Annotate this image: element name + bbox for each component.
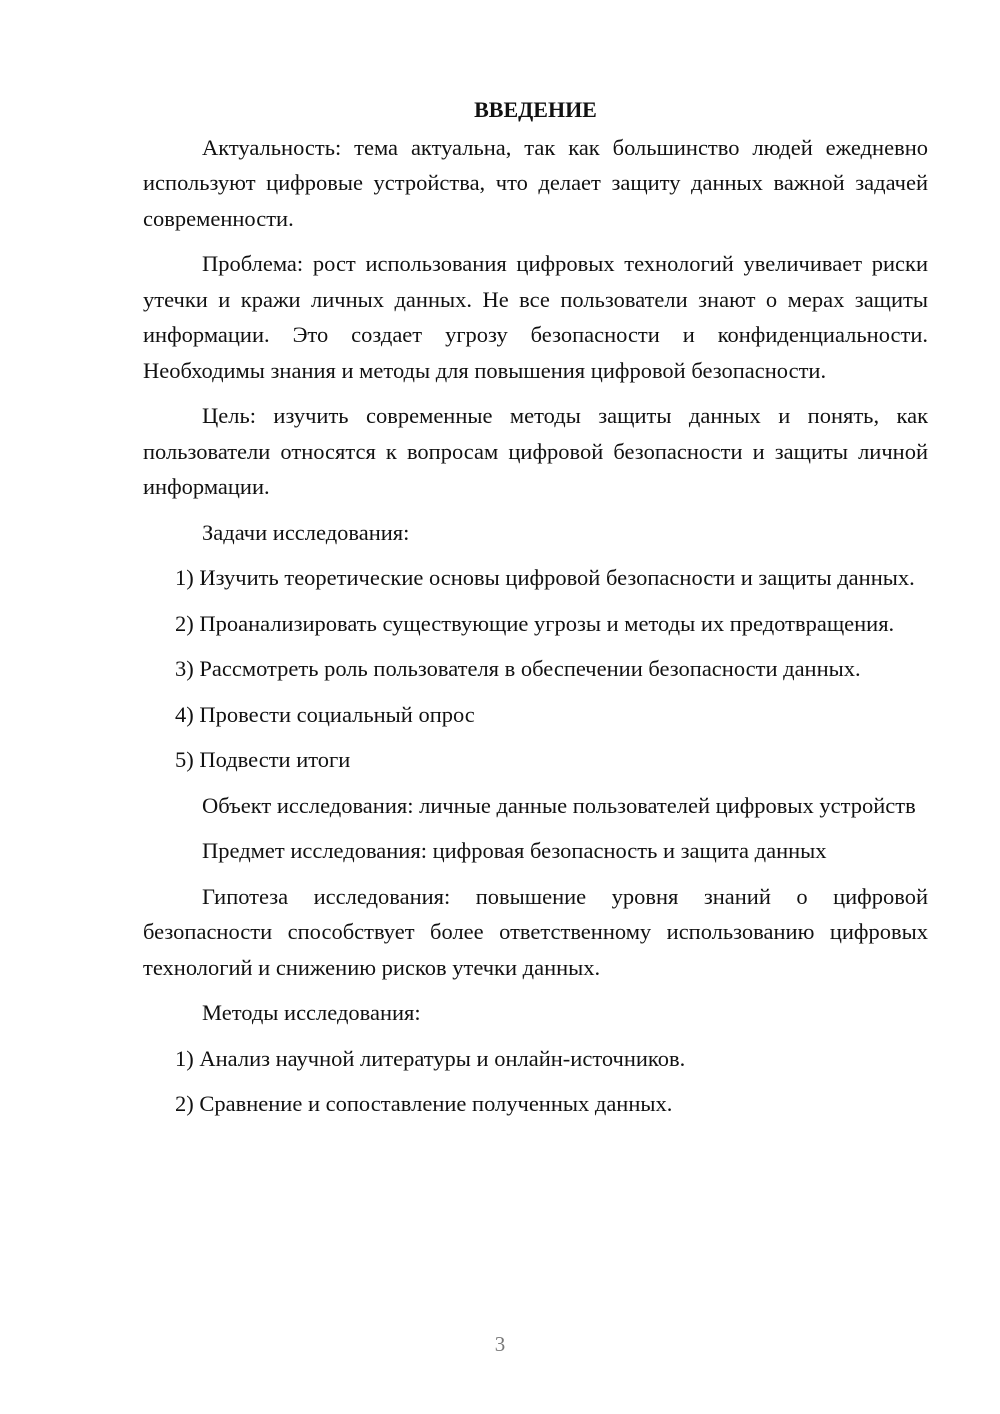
research-object: Объект исследования: личные данные пользователей цифровых устройств	[202, 792, 916, 818]
relevance-paragraph: Актуальность: тема актуальна, так как большинство людей ежедневно используют цифровые устройства, что делает защиту данных важной задачей современности.	[143, 134, 928, 231]
tasks-heading: Задачи исследования:	[202, 519, 410, 545]
method-item: 2) Сравнение и сопоставление полученных данных.	[175, 1091, 673, 1116]
document-body	[143, 92, 928, 1132]
task-item: 1) Изучить теоретические основы цифровой безопасности и защиты данных.	[175, 565, 915, 590]
problem-paragraph: Проблема: рост использования цифровых технологий увеличивает риски утечки и кражи личных данных. Не все пользователи знают о мерах защиты информации. Это создает угрозу безопасности и конфиденциальности. Необходимы знания и методы для повышения цифровой безопасности.	[143, 251, 928, 383]
page-number: 3	[494, 1332, 506, 1356]
method-item: 1) Анализ научной литературы и онлайн-источников.	[175, 1045, 686, 1071]
task-item: 3) Рассмотреть роль пользователя в обеспечении безопасности данных.	[175, 656, 861, 681]
research-subject: Предмет исследования: цифровая безопасность и защита данных	[202, 838, 827, 863]
task-item: 4) Провести социальный опрос	[175, 701, 475, 727]
goal-paragraph: Цель: изучить современные методы защиты данных и понять, как пользователи относятся к вопросам цифровой безопасности и защиты личной информации.	[143, 403, 928, 499]
methods-heading: Методы исследования:	[202, 1000, 421, 1025]
research-hypothesis: Гипотеза исследования: повышение уровня знаний о цифровой безопасности способствует более ответственному использованию цифровых технологий и снижению рисков утечки данных.	[143, 883, 928, 980]
page-title: ВВЕДЕНИЕ	[474, 97, 597, 122]
task-item: 5) Подвести итоги	[175, 747, 351, 772]
task-item: 2) Проанализировать существующие угрозы и методы их предотвращения.	[175, 610, 895, 636]
